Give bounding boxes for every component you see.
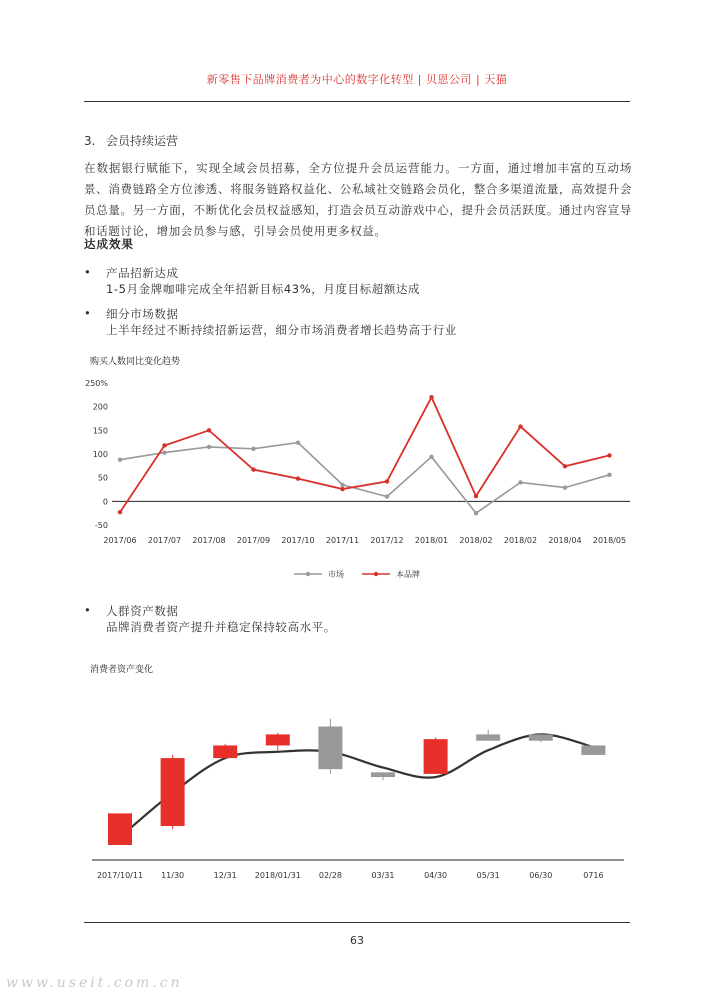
data-point [563,464,567,468]
section-number: 3. [84,134,96,148]
y-tick-label: 150 [92,426,108,436]
data-point [207,428,211,432]
data-point [251,467,255,471]
candle-body [581,745,605,754]
data-point [607,453,611,457]
trend-curve [120,734,593,837]
bullet-dot: • [84,603,92,617]
y-tick-label: 50 [97,473,108,483]
data-point [296,476,300,480]
data-point [474,511,478,515]
data-point [296,440,300,444]
candle-body [161,758,185,826]
x-tick-label: 2018/05 [592,536,627,545]
x-tick-label: 2017/09 [236,536,271,545]
x-tick-label: 0716 [583,871,604,880]
data-point [385,494,389,498]
data-point [162,443,166,447]
y-tick-label: 0 [102,497,108,507]
candle-body [424,739,448,774]
y-tick-label: 100 [92,450,108,459]
data-point [607,473,611,477]
series-line [120,443,610,514]
candle-body [108,813,132,845]
line-chart-title: 购买人数同比变化趋势 [90,357,181,367]
x-tick-label: 2018/01 [414,536,449,545]
x-tick-label: 2017/07 [147,536,182,545]
data-point [429,395,433,399]
bullet-item [84,306,632,340]
x-tick-label: 2018/04 [548,536,582,545]
x-tick-label: 05/31 [476,871,500,880]
legend-label: 本品牌 [396,570,420,579]
section-title [84,132,178,149]
data-point [518,424,522,428]
bullet-item [84,603,632,637]
candle-chart-title: 消费者资产变化 [90,665,154,675]
bullet-title: 人群资产数据 [106,604,179,618]
page-number: 63 [350,934,364,947]
data-point [340,487,344,491]
header-rule [84,101,630,102]
x-tick-label: 2017/06 [103,536,137,545]
legend-label: 市场 [328,570,344,579]
legend-marker [306,572,310,576]
footer-rule [84,922,630,923]
candle-body [318,727,342,770]
data-point [429,455,433,459]
bullet-dot: • [84,265,92,279]
y-tick-label: 250% [85,379,108,388]
x-tick-label: 02/28 [318,871,342,880]
x-tick-label: 2018/02 [503,536,538,545]
watermark: www.useit.com.cn [6,975,183,991]
x-tick-label: 12/31 [213,871,237,880]
x-tick-label: 2017/10 [281,536,315,545]
x-tick-label: 2017/11 [325,536,360,545]
data-point [207,445,211,449]
bullet-subtitle: 1-5月金牌咖啡完成全年招新目标43%，月度目标超额达成 [106,282,421,296]
x-tick-label: 2018/01/31 [254,871,301,880]
running-header: 新零售下品牌消费者为中心的数字化转型 | 贝恩公司 | 天猫 [206,73,508,86]
x-tick-label: 2017/10/11 [96,871,144,880]
x-tick-label: 04/30 [424,871,448,880]
x-tick-label: 2017/08 [192,536,226,545]
bullet-title: 产品招新达成 [106,266,179,280]
y-tick-label: 200 [92,402,108,412]
bullet-dot: • [84,306,92,320]
data-point [340,483,344,487]
data-point [474,494,478,498]
data-point [385,479,389,483]
x-tick-label: 11/30 [161,871,185,880]
x-tick-label: 2017/12 [370,536,404,545]
data-point [251,447,255,451]
series-line [120,397,610,512]
data-point [118,457,122,461]
bullet-subtitle: 上半年经过不断持续招新运营，细分市场消费者增长趋势高于行业 [106,323,457,337]
data-point [162,450,166,454]
section-title-text: 会员持续运营 [106,134,179,148]
line-chart [84,372,644,592]
data-point [563,485,567,489]
x-tick-label: 2018/02 [459,536,493,545]
candle-body [371,772,395,777]
candle-body [213,745,237,758]
bullet-subtitle: 品牌消费者资产提升并稳定保持较高水平。 [106,620,336,634]
x-tick-label: 06/30 [529,871,553,880]
candle-body [529,734,553,740]
data-point [118,510,122,514]
legend-marker [374,572,378,576]
x-tick-label: 03/31 [371,871,395,880]
results-heading: 达成效果 [84,237,134,251]
candle-body [266,734,290,745]
y-tick-label: -50 [94,521,108,530]
data-point [518,480,522,484]
body-paragraph: 在数据银行赋能下，实现全域会员招募，全方位提升会员运营能力。一方面，通过增加丰富的互动场景、消费链路全方位渗透、将服务链路权益化、公私域社交链路会员化，整合多渠道流量，高效提升会员总量。另一方面，不断优化会员权益感知，打造会员互动游戏中心，提升会员活跃度。通过内容宣导和话题讨论，增加会员参与感，引导会员使用更多权益。 [84,161,632,238]
candle-body [476,734,500,740]
bullet-item [84,265,632,299]
candlestick-chart [84,672,644,887]
bullet-title: 细分市场数据 [106,307,179,321]
